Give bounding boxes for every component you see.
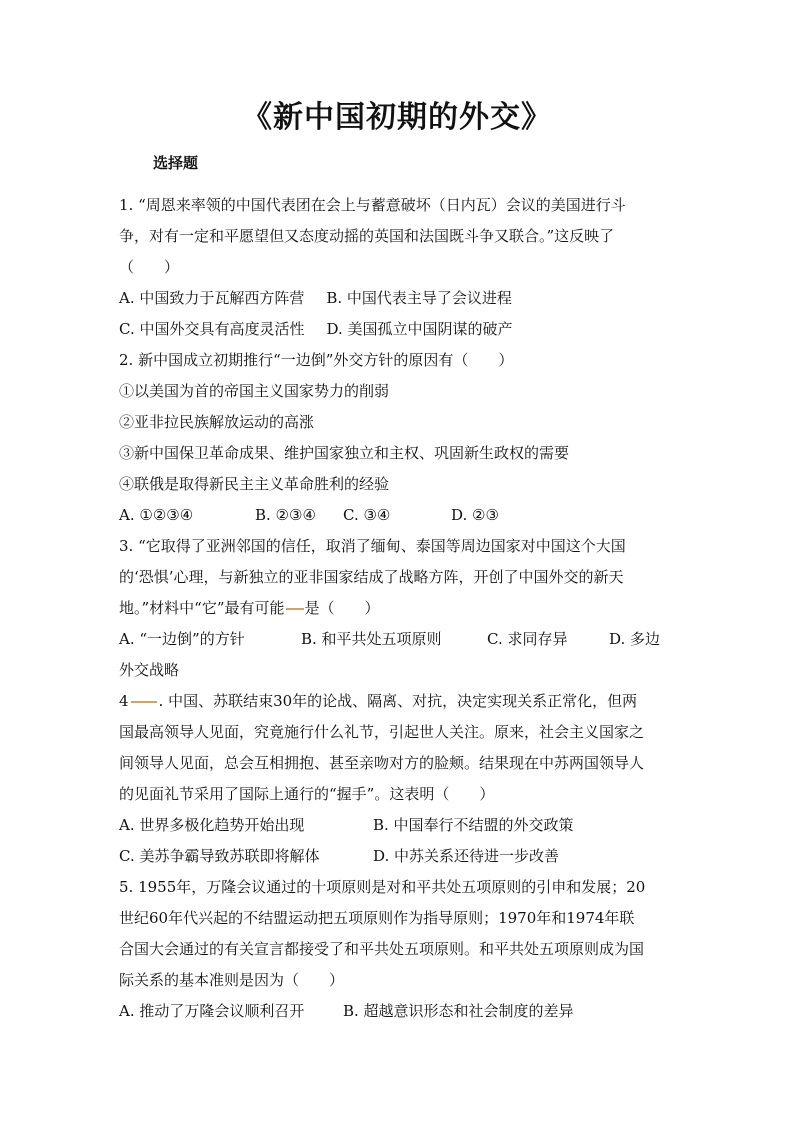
- q3-line-3b: 是（ ）: [304, 599, 380, 617]
- page-title: 《新中国初期的外交》: [242, 100, 552, 135]
- q1-option-d: D. 美国孤立中国阴谋的破产: [326, 320, 513, 338]
- q5-options-row-1: [119, 996, 679, 1027]
- q4-options-row-1: [119, 810, 679, 841]
- q5-option-a: A. 推动了万隆会议顺利召开: [119, 1002, 305, 1020]
- q4-line-3: 间领导人见面，总会互相拥抱、甚至亲吻对方的脸颊。结果现在中苏两国领导人: [119, 754, 645, 772]
- q4-option-a: A. 世界多极化趋势开始出现: [119, 816, 305, 834]
- q1-option-b: B. 中国代表主导了会议进程: [326, 289, 512, 307]
- q4-line-1-text: . 中国、苏联结束30年的论战、隔离、对抗，决定实现关系正常化，但两: [158, 692, 638, 710]
- q3-line-3a: 地。”材料中“它”最有可能: [119, 599, 285, 617]
- q5-line-1: 5. 1955年，万隆会议通过的十项原则是对和平共处五项原则的引申和发展；20: [119, 878, 646, 896]
- q1-line-3: （ ）: [119, 258, 180, 276]
- q3-option-a: A. “一边倒”的方针: [119, 630, 245, 648]
- question-list: [119, 190, 679, 1027]
- q2-statement-3: ③新中国保卫革命成果、维护国家独立和主权、巩固新生政权的需要: [119, 444, 570, 462]
- q3-option-d: D. 多边: [609, 630, 661, 648]
- q3-line-3: [119, 593, 679, 624]
- highlight-mark: [286, 608, 304, 610]
- q1-option-c: C. 中国外交具有高度灵活性: [119, 320, 305, 338]
- q3-option-b: B. 和平共处五项原则: [301, 630, 442, 648]
- q4-option-d: D. 中苏关系还待进一步改善: [373, 847, 560, 865]
- q4-line-4: 的见面礼节采用了国际上通行的“握手”。这表明（ ）: [119, 785, 495, 803]
- highlight-mark: [131, 701, 157, 703]
- section-heading: 选择题: [153, 154, 199, 172]
- q2-option-b: B. ②③④: [255, 506, 316, 524]
- q5-line-2: 世纪60年代兴起的不结盟运动把五项原则作为指导原则；1970年和1974年联: [119, 909, 635, 927]
- q2-line-1: 2. 新中国成立初期推行“一边倒”外交方针的原因有（ ）: [119, 351, 514, 369]
- q1-options-row-1: [119, 283, 679, 314]
- q1-option-a: A. 中国致力于瓦解西方阵营: [119, 289, 305, 307]
- q2-option-c: C. ③④: [343, 506, 391, 524]
- q2-option-a: A. ①②③④: [119, 506, 194, 524]
- q1-options-row-2: [119, 314, 679, 345]
- q3-line-1: 3. “它取得了亚洲邻国的信任，取消了缅甸、泰国等周边国家对中国这个大国: [119, 537, 626, 555]
- q4-options-row-2: [119, 841, 679, 872]
- q4-option-c: C. 美苏争霸导致苏联即将解体: [119, 847, 320, 865]
- q3-line-2: 的‘恐惧’心理，与新独立的亚非国家结成了战略方阵，开创了中国外交的新天: [119, 568, 624, 586]
- q3-options-row: [119, 624, 679, 655]
- q3-option-d-continued: 外交战略: [119, 661, 180, 679]
- q2-statement-4: ④联俄是取得新民主主义革命胜利的经验: [119, 475, 390, 493]
- q1-line-1: 1. “周恩来率领的中国代表团在会上与蓄意破坏（日内瓦）会议的美国进行斗: [119, 196, 626, 214]
- q3-option-c: C. 求同存异: [487, 630, 568, 648]
- q2-option-d: D. ②③: [451, 506, 499, 524]
- q5-option-b: B. 超越意识形态和社会制度的差异: [343, 1002, 574, 1020]
- q2-options-row: [119, 500, 679, 531]
- q2-statement-1: ①以美国为首的帝国主义国家势力的削弱: [119, 382, 390, 400]
- q1-line-2: 争，对有一定和平愿望但又态度动摇的英国和法国既斗争又联合。”这反映了: [119, 227, 615, 245]
- q5-line-3: 合国大会通过的有关宣言都接受了和平共处五项原则。和平共处五项原则成为国: [119, 940, 645, 958]
- q2-statement-2: ②亚非拉民族解放运动的高涨: [119, 413, 315, 431]
- q4-line-2: 国最高领导人见面，究竟施行什么礼节，引起世人关注。原来，社会主义国家之: [119, 723, 645, 741]
- q4-option-b: B. 中国奉行不结盟的外交政策: [373, 816, 574, 834]
- q5-line-4: 际关系的基本准则是因为（ ）: [119, 971, 345, 989]
- q4-number: 4: [119, 692, 129, 710]
- q4-line-1: [119, 686, 679, 717]
